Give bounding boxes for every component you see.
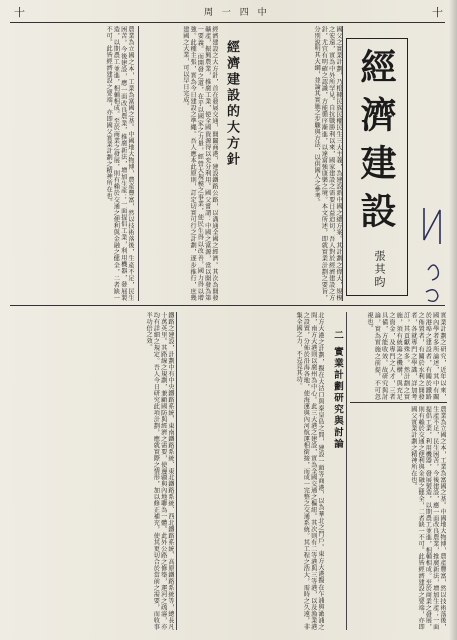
body-column-top-left: 農業為立國之本，工業為富國之基。中國地大物博，農產豐富，然以技術落後，生產不足，民生困苦。今後建設，應一面改良農業，推廣新法，增加生產；一面提倡工業，利用機器，發展製造，以期農工並進，相輔相成。至於商業之發展，則有賴於交通之便利與金融之健全，二者缺一不可。此皆經濟建設之要端，亦即國父實業計劃之精神所在也。 — [105, 26, 134, 301]
body-column-top-mid: 經濟建設之大方針，首在發展交通，開闢商港，建設鐵路公路，以溝通全國之經濟。其次為開發礦產，振興農業，推廣工業，使全國資源得以充分利用。國父嘗謂：中國之富源，當以開發為第一要義。而開發之道，在乎以國家之力量，經營大規模之事業，使民生得以改善，國力得以增強。此種主張，實為今日建設之準繩。吾人應本此原則，訂定切實可行之計劃，逐步推行，庶幾建國之大業，可以早日完成。 — [181, 26, 218, 301]
body-column-top-right: 國父之實業計劃，乃根據民族民權民生三大主義，為建設新中國之總方案。其計劃之偉大，規模之宏遠，實為中外所罕見。自抗戰勝利以來，國家建設之需要日益迫切，吾人對於經濟建設之方針，尤宜有明確之認識，方能循序漸進，以達富強康樂之境。本文所述，即就實業計劃之要旨，分別說明其大綱，並論其實施之步驟與方法，以供國人之參考。 — [313, 26, 342, 301]
box-rule — [350, 402, 447, 403]
header-rule — [10, 22, 445, 23]
page-header — [14, 4, 447, 20]
publication-name: 周 一 四 中 — [204, 8, 270, 18]
body-column-bottom-right-upper: 實業計劃之研究，近年以來，國內學者多所論述，其中有關於港埠之建設者，有關於鐵路之佈置者，有關於水利之開發者，各就專門之學識，詳加考訂，其貢獻殊多。然計劃之實施，須有統籌之機構，與充足之資金，及專門之人才，三者具備，方能收效。故研究與討論，實為實施之前提，不可忽視也。 — [366, 312, 446, 400]
subsection-heading: 二 實業計劃研究與討論 — [332, 330, 343, 451]
page-number-left: 十 — [14, 6, 25, 19]
section-heading: 經濟建設的大方針 — [224, 40, 239, 168]
column-divider — [346, 312, 347, 630]
body-column-bottom-left: 鐵路之建設，計劃中有中央鐵路系統、東南鐵路系統、東北鐵路系統、西北鐵路系統、高原鐵路系統等，總長凡十萬英里。其路線之規劃，兼顧國防與經濟之需要，使邊疆與內地聯為一體。此外公路之修築，運河之疏濬，亦均有詳細之規定。吾人今日研究此項計劃，應就實際之情形，加以修正補充，使其更切合於當前之需要，而收事半功倍之效。 — [145, 312, 174, 630]
column-divider — [176, 312, 177, 630]
handwritten-annotation — [418, 200, 448, 310]
section-rule — [10, 305, 445, 306]
column-divider — [342, 26, 343, 301]
column-divider — [138, 26, 139, 301]
article-author: 張其昀 — [373, 250, 386, 289]
article-title: 經濟建設 — [355, 48, 397, 240]
binding-shadow — [449, 0, 457, 640]
body-column-bottom-right-lower: 農業為立國之本，工業為富國之基。中國地大物博，農產豐富，然以技術落後，生產不足，民生困苦。今後建設，應一面改良農業，推廣新法，增加生產；一面提倡工業，利用機器，發展製造，以期農工並進，相輔相成。至於商業之發展，則有賴於交通之便利與金融之健全，二者缺一不可。此皆經濟建設之要端，亦即國父實業計劃之精神所在也。 — [409, 406, 446, 630]
body-column-bottom-mid: 北方大港之計劃，擬在大沽口與秦皇島之間，建設一頭等商港，以為華北之門戶。東方大港擬在乍浦與澉浦之間，南方大港則以廣州為中心。此三大港之建設，實為全國交通之樞紐。其次則有二等港與三等港，以及漁業港之設置，分佈於沿海各地，使海運與內河航運相銜接，而成一完整之交通系統。其工程之浩大，需時之久遠，非集全國之力，不克竟其功。 — [295, 312, 324, 630]
page-number-right: 十 — [432, 6, 443, 19]
